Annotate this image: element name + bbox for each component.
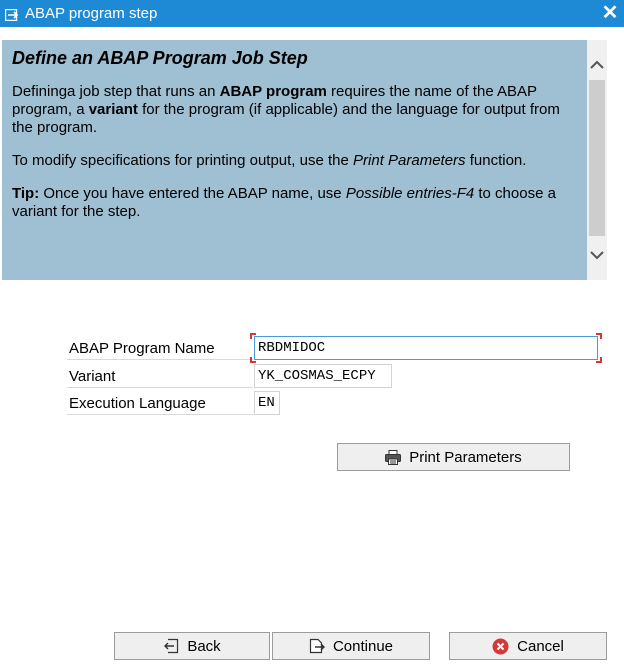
language-row — [67, 391, 607, 415]
print-parameters-button[interactable] — [337, 443, 570, 471]
focus-corner — [250, 333, 256, 339]
title-bar — [0, 0, 624, 27]
variant-input[interactable]: YK_COSMAS_ECPY — [254, 364, 392, 388]
window-title: ABAP program step — [25, 5, 158, 22]
variant-row — [67, 364, 607, 388]
help-heading: Define an ABAP Program Job Step — [12, 48, 308, 68]
program-name-row — [67, 336, 607, 360]
help-panel — [2, 40, 587, 280]
cancel-button[interactable] — [449, 632, 607, 660]
continue-label: Continue — [332, 637, 394, 655]
scroll-down-icon[interactable] — [587, 244, 607, 266]
help-paragraph-1: Defininga job step that runs an ABAP program requires the name of the ABAP program, a variant for the program (if applicable) and the language for output from the program. — [12, 83, 560, 136]
focus-corner — [596, 357, 602, 363]
help-paragraph-2: To modify specifications for printing output, use the Print Parameters function. — [12, 152, 527, 169]
focus-corner — [250, 357, 256, 363]
back-label: Back — [187, 637, 221, 655]
cancel-label: Cancel — [517, 637, 564, 655]
continue-button[interactable] — [272, 632, 430, 660]
scroll-up-icon[interactable] — [587, 54, 607, 76]
close-icon[interactable]: ✕ — [601, 2, 619, 24]
focus-corner — [596, 333, 602, 339]
help-paragraph-3: Tip: Once you have entered the ABAP name, use Possible entries-F4 to choose a variant for the step. — [12, 185, 556, 220]
back-button[interactable] — [114, 632, 270, 660]
cancel-icon — [492, 638, 509, 655]
back-icon — [163, 638, 179, 654]
printer-icon — [385, 450, 401, 465]
variant-label: Variant — [67, 364, 253, 388]
language-input[interactable]: EN — [254, 391, 280, 415]
continue-icon — [309, 638, 325, 654]
language-label: Execution Language — [67, 391, 253, 415]
print-parameters-label: Print Parameters — [409, 448, 522, 466]
help-scrollbar[interactable] — [587, 40, 607, 280]
program-name-input[interactable]: RBDMIDOC — [254, 336, 598, 360]
scroll-thumb[interactable] — [589, 80, 605, 236]
window-icon — [5, 8, 19, 20]
program-name-label: ABAP Program Name — [67, 336, 253, 360]
